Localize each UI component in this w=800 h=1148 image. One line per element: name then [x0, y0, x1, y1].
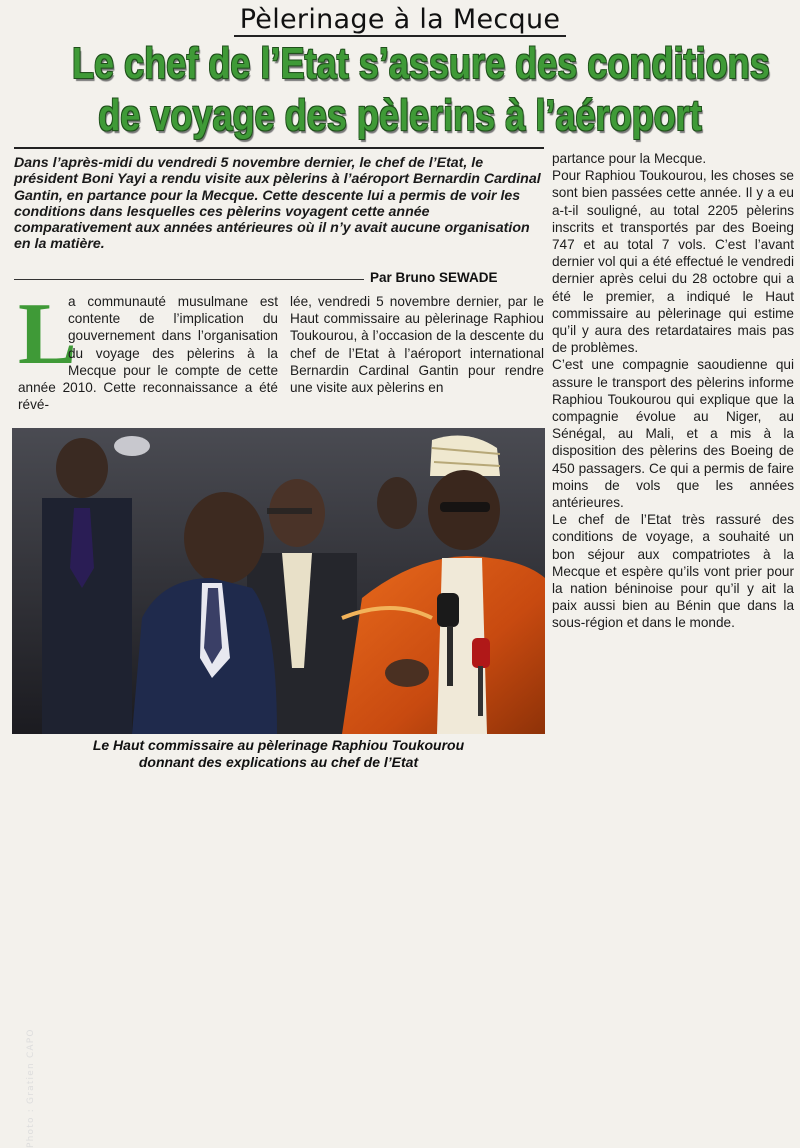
drop-cap: L	[18, 286, 77, 383]
article-column-3	[552, 150, 794, 632]
article-column-1	[18, 286, 278, 413]
column-3-paragraph-1: partance pour la Mecque.	[552, 151, 707, 166]
section-rubric	[0, 4, 800, 35]
column-3-paragraph-2: Pour Raphiou Toukourou, les choses se sont bien passées cette année. Il y a eu a-t-il souligné, au total 2205 pèlerins inscrits et transportés par des Boeing 747 et au total 7 vols. C’est l’avant dernier vol qui a été effectué le vendredi dernier après celui du 28 octobre qui a été le premier, a indiqué le Haut commissaire au pèlerinage qui estime qu’il y aura des retardataires mais pas de problèmes.	[552, 168, 794, 356]
headline	[72, 38, 770, 142]
article-column-2	[290, 293, 544, 396]
chapeau-lead: Dans l’après-midi du vendredi 5 novembre dernier, le chef de l’Etat, le président Boni Yayi a rendu visite aux pèlerins à l’aéroport Bernardin Cardinal Gantin, en partance pour la Mecque. Cette descente lui a permis de voir les conditions dans lesquelles ces pèlerins voyagent cette année comparativement aux années antérieures où il n’y avait aucune organisation en la matière.	[14, 155, 541, 253]
photo-caption	[12, 737, 545, 771]
photo-illustration	[12, 428, 545, 734]
column-1-text: a communauté musulmane est contente de l’implication du gouvernement dans l’organisation du voyage des pèlerins à la Mecque pour le compte de cette année 2010. Cette reconnaissance a été révé-	[18, 294, 278, 413]
caption-line-2: donnant des explications au chef de l’Etat	[138, 754, 419, 770]
chapeau-top-rule	[14, 147, 544, 149]
photo-credit: Photo : Gratien CAPO	[26, 1028, 36, 1148]
byline: Par Bruno SEWADE	[370, 270, 498, 285]
rubric-text: Pèlerinage à la Mecque	[234, 4, 567, 37]
column-3-paragraph-4: Le chef de l’Etat très rassuré des conditions de voyage, a souhaité un bon séjour aux compatriotes à la Mecque et espère qu’ils vont prier pour la nation béninoise pour qu’il y ait la paix aussi bien au Bénin que dans la sous-région et dans le monde.	[552, 512, 794, 631]
caption-line-1: Le Haut commissaire au pèlerinage Raphiou Toukourou	[92, 737, 465, 753]
column-2-text: lée, vendredi 5 novembre dernier, par le Haut commissaire au pèlerinage Raphiou Toukourou, à l’occasion de la descente du chef de l’Etat à l’aéroport international Bernardin Cardinal Gantin pour rendre une visite aux pèlerins en	[290, 294, 544, 396]
headline-line-2: de voyage des pèlerins à l’aéroport	[98, 91, 702, 140]
byline-rule	[14, 279, 364, 280]
column-3-paragraph-3: C’est une compagnie saoudienne qui assure le transport des pèlerins informe Raphiou Toukourou qui explique que la compagnie évolue au Niger, au Sénégal, au Mali, et a mis à la disposition des pèlerins des Boeing de 450 passagers. Ce qui a permis de faire moins de vols que les années antérieures.	[552, 357, 794, 511]
headline-line-1: Le chef de l’Etat s’assure des conditions	[72, 39, 770, 88]
